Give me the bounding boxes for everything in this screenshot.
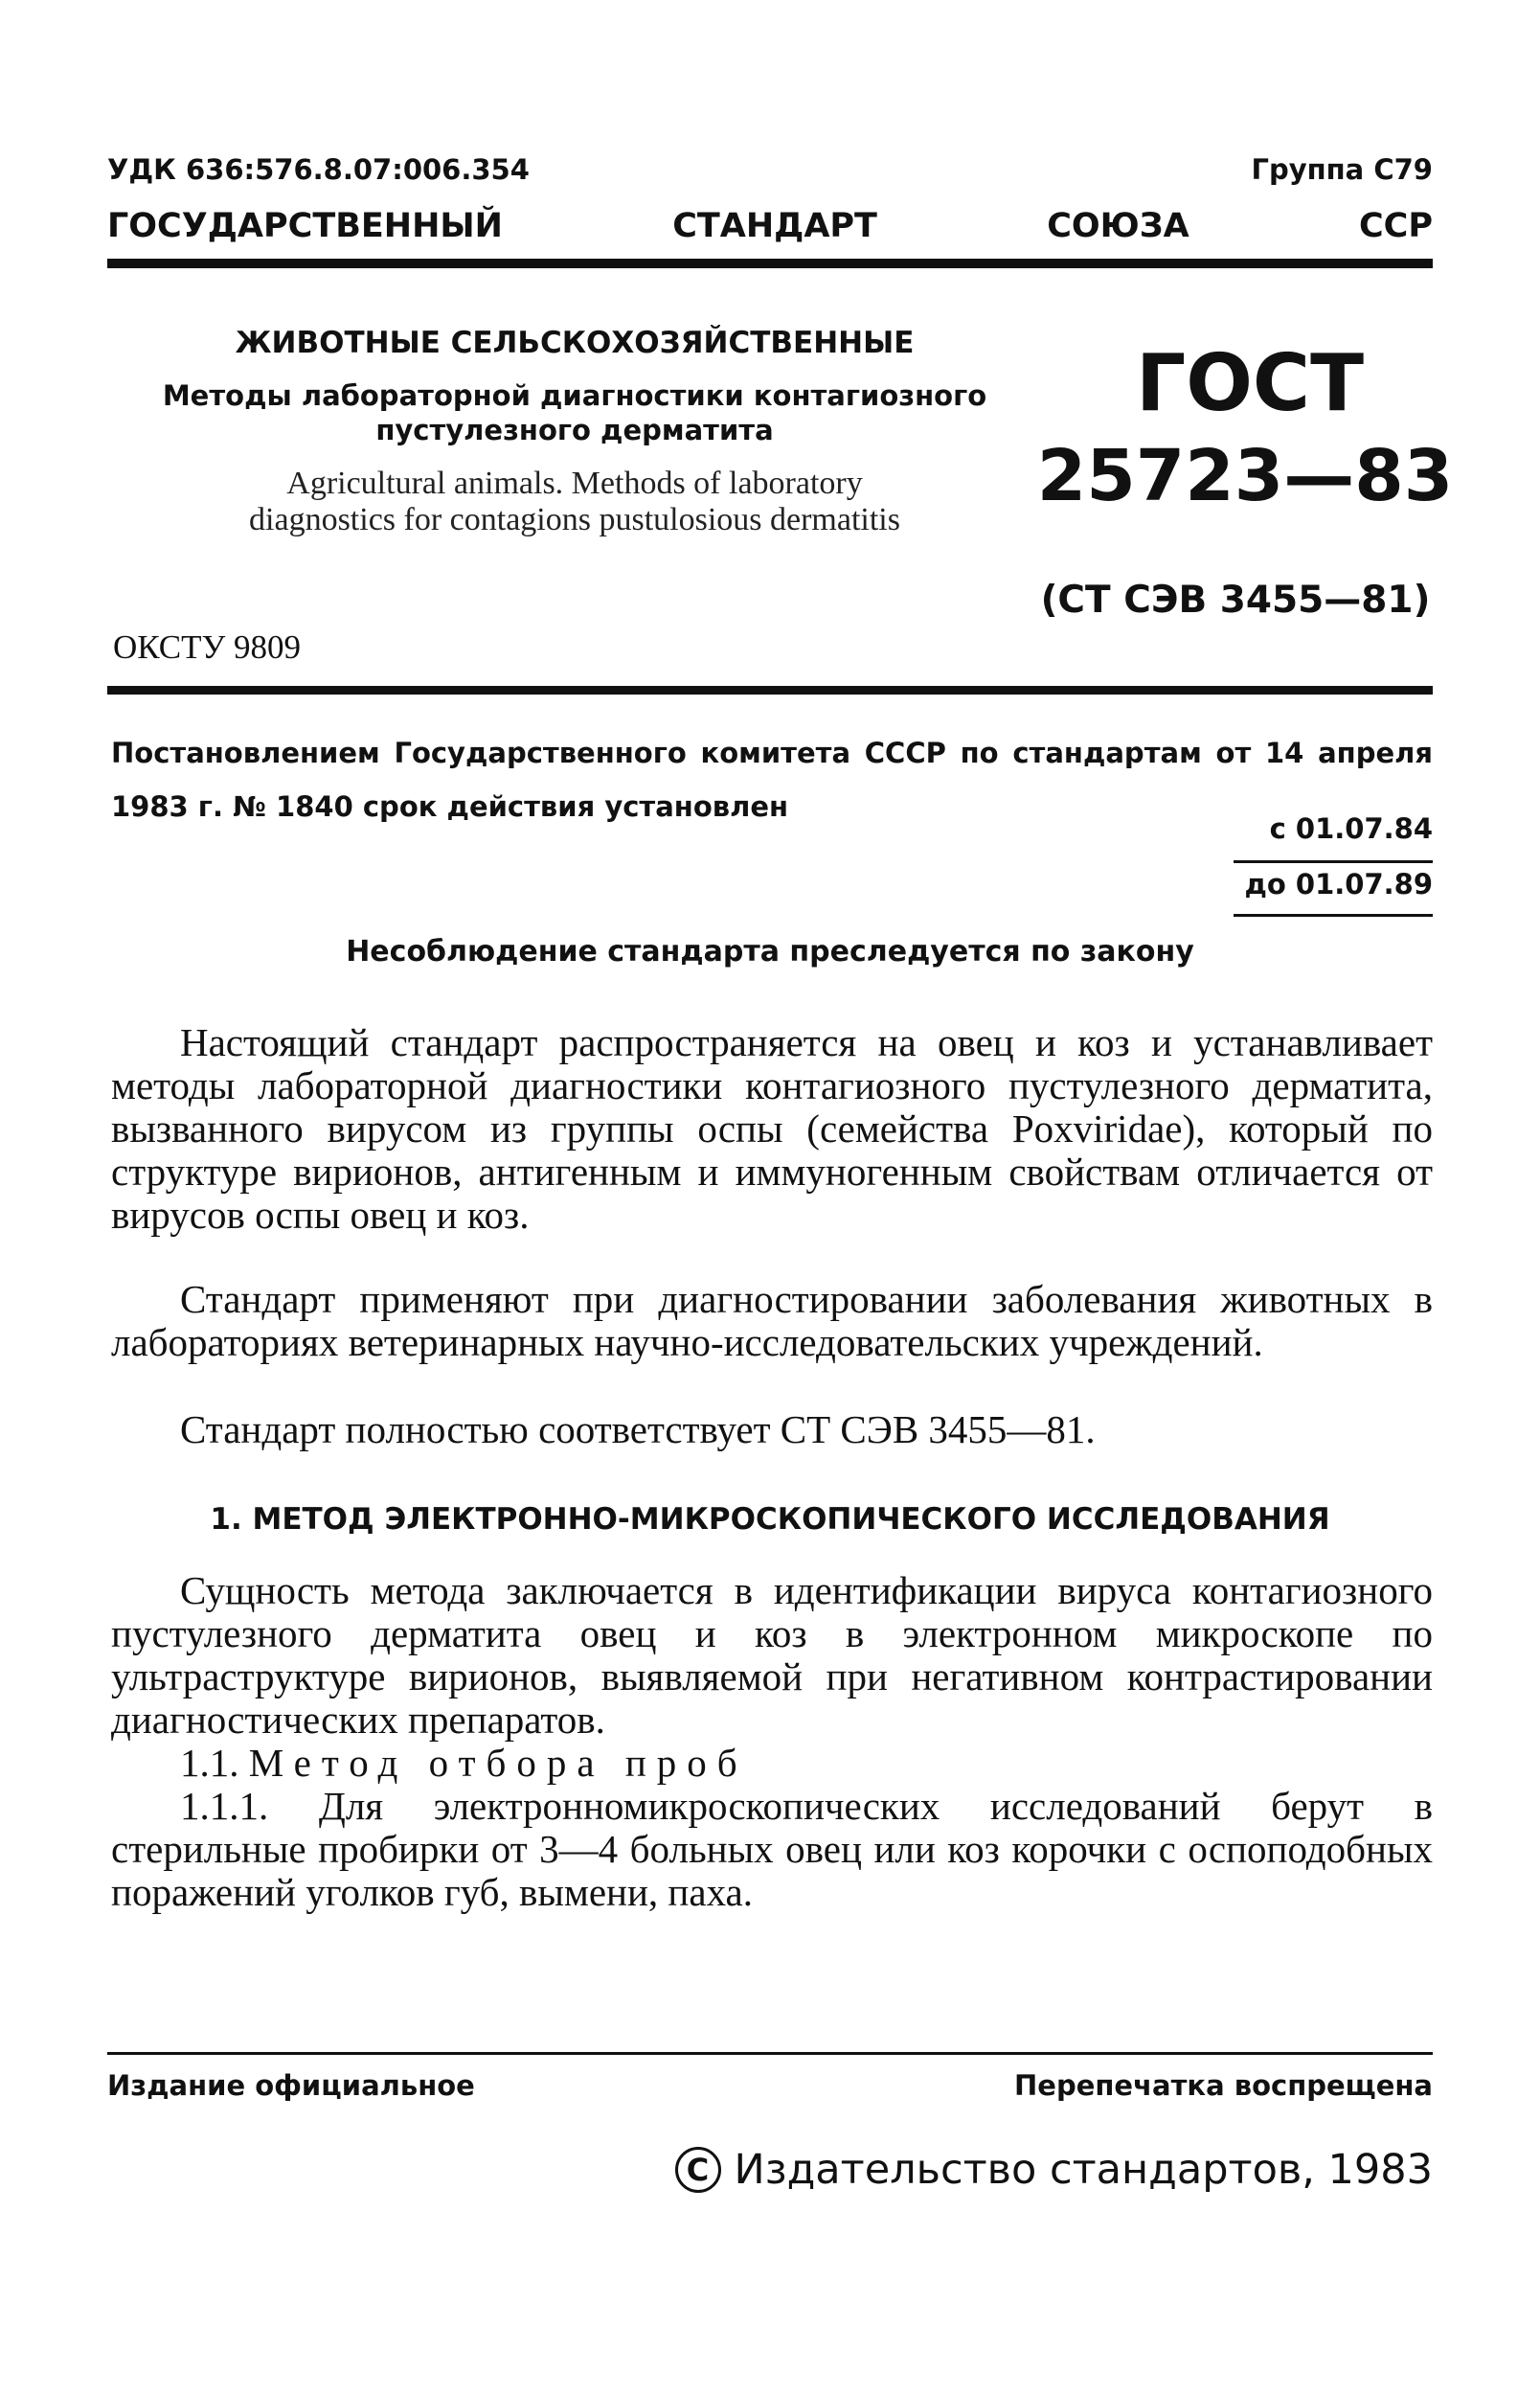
document-title-ru: ЖИВОТНЫЕ СЕЛЬСКОХОЗЯЙСТВЕННЫЕ bbox=[235, 326, 915, 360]
validity-date-from: с 01.07.84 bbox=[1269, 812, 1433, 845]
legal-warning: Несоблюдение стандарта преследуется по закону bbox=[346, 935, 1194, 969]
banner-word-state: ГОСУДАРСТВЕННЫЙ bbox=[107, 207, 503, 245]
application-paragraph: Стандарт применяют при диагностировании заболевания животных в лабораториях ветеринарных научно-исследовательских учреждений. bbox=[111, 1277, 1433, 1364]
banner-word-standard: СТАНДАРТ bbox=[672, 207, 877, 245]
decree-text: Постановлением Государственного комитета СССР по стандартам от 14 апреля 1983 г. № 1840 срок действия установлен bbox=[111, 737, 1433, 823]
gost-number: 25723—83 bbox=[1036, 435, 1454, 517]
banner-word-ssr: ССР bbox=[1358, 207, 1433, 245]
publisher-name: Издательство стандартов, 1983 bbox=[734, 2146, 1433, 2194]
udk-code: УДК 636:576.8.07:006.354 bbox=[107, 153, 530, 186]
document-subtitle-ru: Методы лабораторной диагностики контагиозного пустулезного дерматита bbox=[162, 379, 987, 446]
compliance-paragraph: Стандарт полностью соответствует СТ СЭВ 3455—81. bbox=[180, 1407, 1096, 1451]
banner-word-union: СОЮЗА bbox=[1047, 207, 1189, 245]
st-sev-reference: (СТ СЭВ 3455—81) bbox=[1040, 579, 1431, 622]
reprint-prohibited-label: Перепечатка воспрещена bbox=[1014, 2069, 1433, 2102]
date-underline bbox=[1234, 914, 1433, 917]
document-title-en: Agricultural animals. Methods of laboratory diagnostics for contagions pustulosious dermatitis bbox=[249, 466, 900, 537]
gost-label: ГОСТ bbox=[1135, 338, 1365, 429]
section-1-heading: 1. МЕТОД ЭЛЕКТРОННО-МИКРОСКОПИЧЕСКОГО ИССЛЕДОВАНИЯ bbox=[210, 1502, 1330, 1537]
subsection-number: 1.1. bbox=[180, 1741, 239, 1785]
publisher-line bbox=[675, 2146, 1433, 2194]
oksty-code: ОКСТУ 9809 bbox=[113, 628, 302, 666]
subsection-title: Метод отбора проб bbox=[248, 1741, 748, 1785]
sampling-paragraph: 1.1.1. Для электронномикроскопических исследований берут в стерильные пробирки от 3—4 больных овец или коз корочки с оспоподобных поражений уголков губ, вымени, паха. bbox=[111, 1784, 1433, 1914]
intro-paragraph: Настоящий стандарт распространяется на овец и коз и устанавливает методы лабораторной диагностики контагиозного пустулезного дерматита, вызванного вирусом из группы оспы (семейства Poxviridae), который по структуре вирионов, антигенным и иммуногенным свойствам отличается от вирусов оспы овец и коз. bbox=[111, 1020, 1433, 1237]
group-code: Группа С79 bbox=[1251, 153, 1433, 186]
subsection-1-1-heading bbox=[180, 1742, 748, 1785]
middle-rule bbox=[107, 686, 1433, 695]
top-rule bbox=[107, 259, 1433, 268]
footer-rule bbox=[107, 2052, 1433, 2055]
official-edition-label: Издание официальное bbox=[107, 2069, 475, 2102]
validity-date-to: до 01.07.89 bbox=[1244, 868, 1433, 901]
copyright-icon: C bbox=[675, 2147, 721, 2193]
state-standard-banner bbox=[107, 207, 1433, 245]
method-essence-paragraph: Сущность метода заключается в идентификации вируса контагиозного пустулезного дерматита овец и коз в электронном микроскопе по ультраструктуре вирионов, выявляемой при негативном контрастировании диагностических препаратов. bbox=[111, 1568, 1433, 1742]
date-divider bbox=[1234, 860, 1433, 863]
